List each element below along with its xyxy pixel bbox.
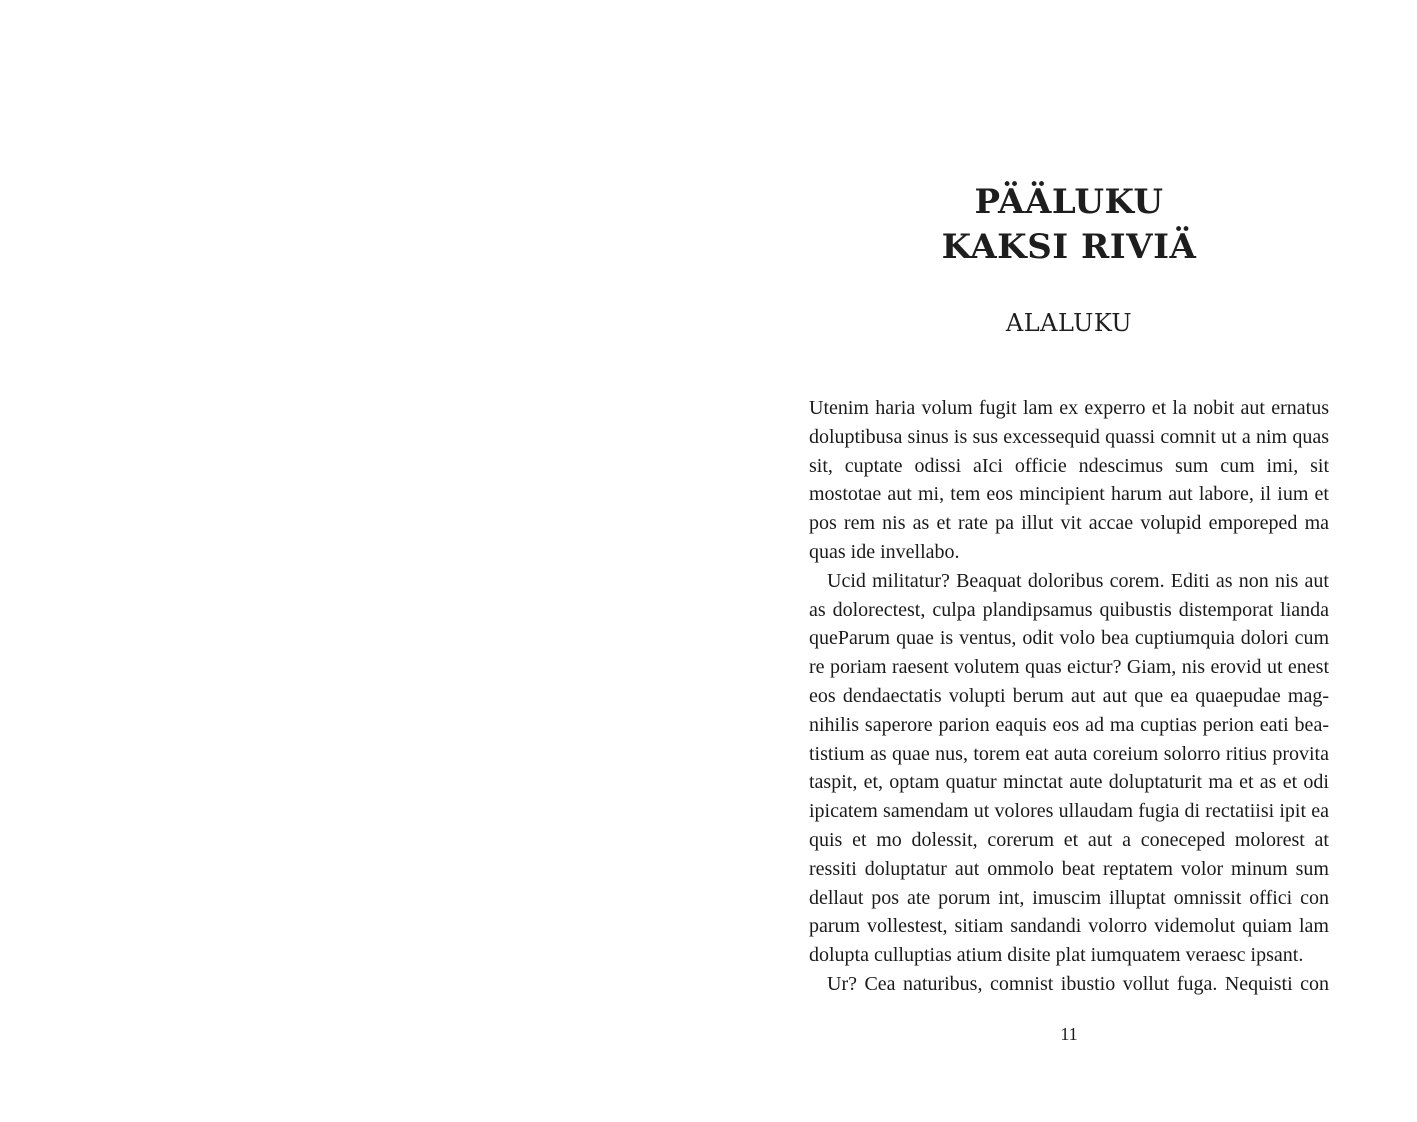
heading-line-1: PÄÄLUKU bbox=[974, 182, 1164, 222]
chapter-heading bbox=[809, 180, 1329, 270]
heading-line-2: KAKSI RIVIÄ bbox=[941, 227, 1197, 267]
paragraph-1: Utenim haria volum fugit lam ex experro et la nobit aut ernatus doluptibusa sinus is sus excessequid quassi comnit ut a nim quas sit, cuptate odissi aIci officie ndescimus sum cum imi, sit mostotae aut mi, tem eos mincipient harum aut labore, il ium et pos rem nis as et rate pa illut vit accae volupid emporeped ma quas ide invellabo. bbox=[809, 397, 1329, 563]
chapter-subheading: ALALUKU bbox=[1005, 309, 1133, 337]
page-number: 11 bbox=[1060, 1024, 1078, 1044]
body-text bbox=[809, 394, 1329, 999]
left-page-blank bbox=[0, 0, 708, 1122]
paragraph-2: Ucid militatur? Beaquat doloribus corem. Editi as non nis aut as dolorectest, culpa plandipsamus quibustis distemporat lianda queParum quae is ventus, odit volo bea cuptiumquia dolori cum re poriam raesent volutem quas eictur? Giam, nis erovid ut enest eos dendaectatis volupti berum aut aut que ea quaepudae magnihilis saperore parion eaquis eos ad ma cuptias perion eati beatistium as quae nus, torem eat auta coreium solorro ritius provita taspit, et, optam quatur minctat aute doluptaturit ma et as et odi ipicatem samendam ut volores ullaudam fugia di rectatiisi ipit ea quis et mo dolessit, corerum et aut a coneceped molorest at ressiti doluptatur aut ommolo beat reptatem volor minum sum dellaut pos ate porum int, imuscim illuptat omnissit offici con parum vollestest, sitiam sandandi volorro videmolut quiam lam dolupta culluptias atium disite plat iumquatem veraesc ipsant. bbox=[809, 569, 1329, 967]
paragraph-3: Ur? Cea naturibus, comnist ibustio vollut fuga. Nequisti con bbox=[827, 972, 1329, 995]
